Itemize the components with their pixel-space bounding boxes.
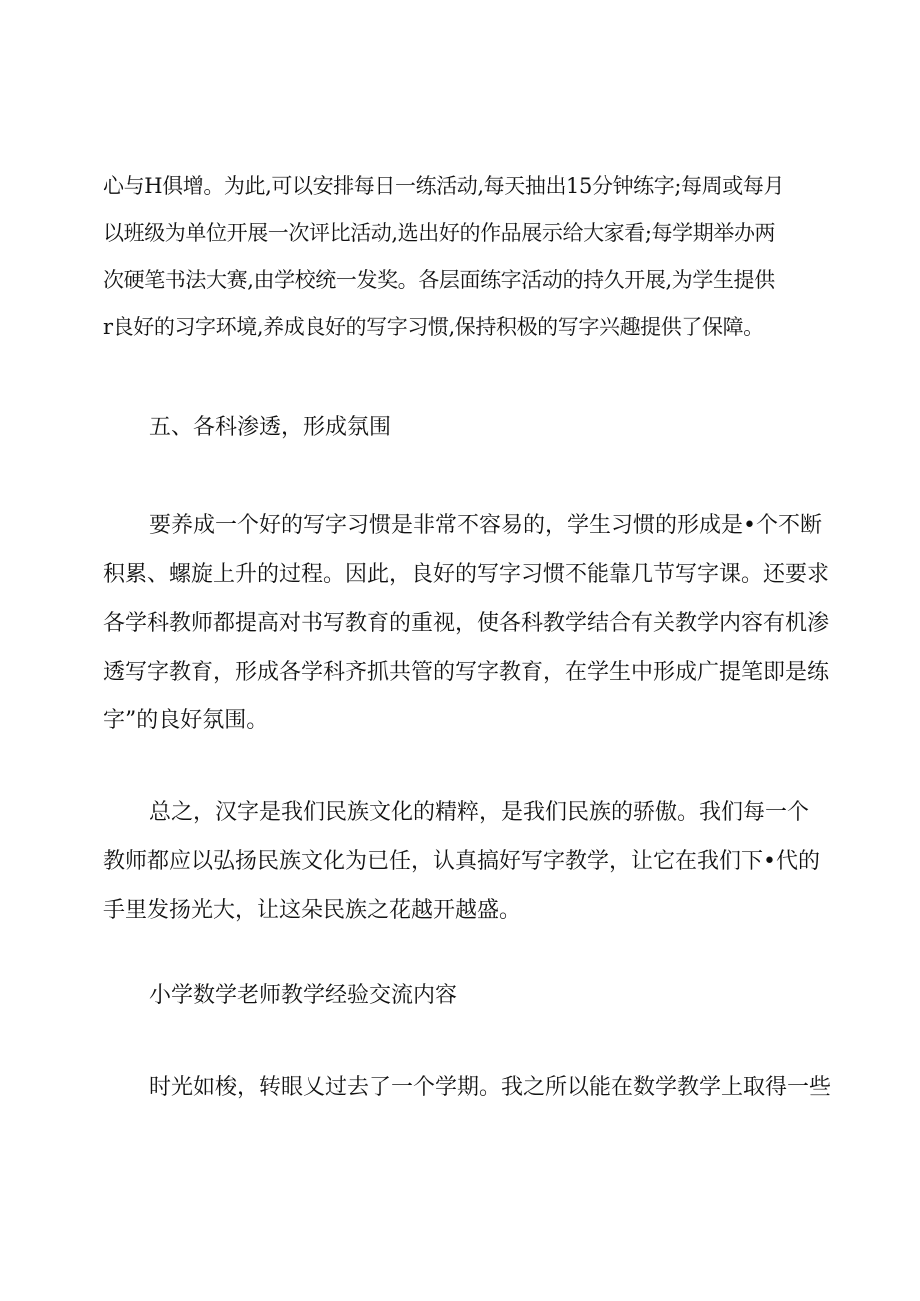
paragraph-1-line-2: 以班级为单位开展一次评比活动,选出好的作品展示给大家看;每学期举办两 xyxy=(103,221,776,245)
paragraph-1-line-3: 次硬笔书法大赛,由学校统一发奖。各层面练字活动的持久开展,为学生提供 xyxy=(103,268,775,292)
paragraph-2-line-2: 积累、螺旋上升的过程。因此，良好的写字习惯不能靠几节写字课。还要求 xyxy=(103,562,830,587)
paragraph-2-line-4: 透写字教育，形成各学科齐抓共管的写字教育，在学生中形成广提笔即是练 xyxy=(103,660,830,685)
paragraph-2-line-5: 字”的良好氛围。 xyxy=(103,708,269,733)
paragraph-3-line-2: 教师都应以弘扬民族文化为已任，认真搞好写字教学，让它在我们下•代的 xyxy=(103,849,820,874)
paragraph-2-line-1: 要养成一个好的写字习惯是非常不容易的，学生习惯的形成是•个不断 xyxy=(149,513,822,538)
paragraph-1-line-1: 心与H俱增。为此,可以安排每日一练活动,每天抽出15分钟练字;每周或每月 xyxy=(103,174,785,198)
paragraph-3-line-3: 手里发扬光大，让这朵民族之花越开越盛。 xyxy=(103,898,522,923)
article-title: 小学数学老师教学经验交流内容 xyxy=(149,983,458,1008)
paragraph-4-line-1: 时光如梭，转眼乂过去了一个学期。我之所以能在数学教学上取得一些 xyxy=(149,1075,832,1100)
paragraph-1-line-4: r良好的习字环境,养成良好的写字习惯,保持积极的写字兴趣提供了保障。 xyxy=(103,315,764,339)
section-5-heading: 五、各科渗透，形成氛围 xyxy=(149,415,392,440)
paragraph-2-line-3: 各学科教师都提高对书写教育的重视，使各科教学结合有关教学内容有机渗 xyxy=(103,611,830,636)
paragraph-3-line-1: 总之，汉字是我们民族文化的精粹，是我们民族的骄傲。我们每一个 xyxy=(149,800,810,825)
